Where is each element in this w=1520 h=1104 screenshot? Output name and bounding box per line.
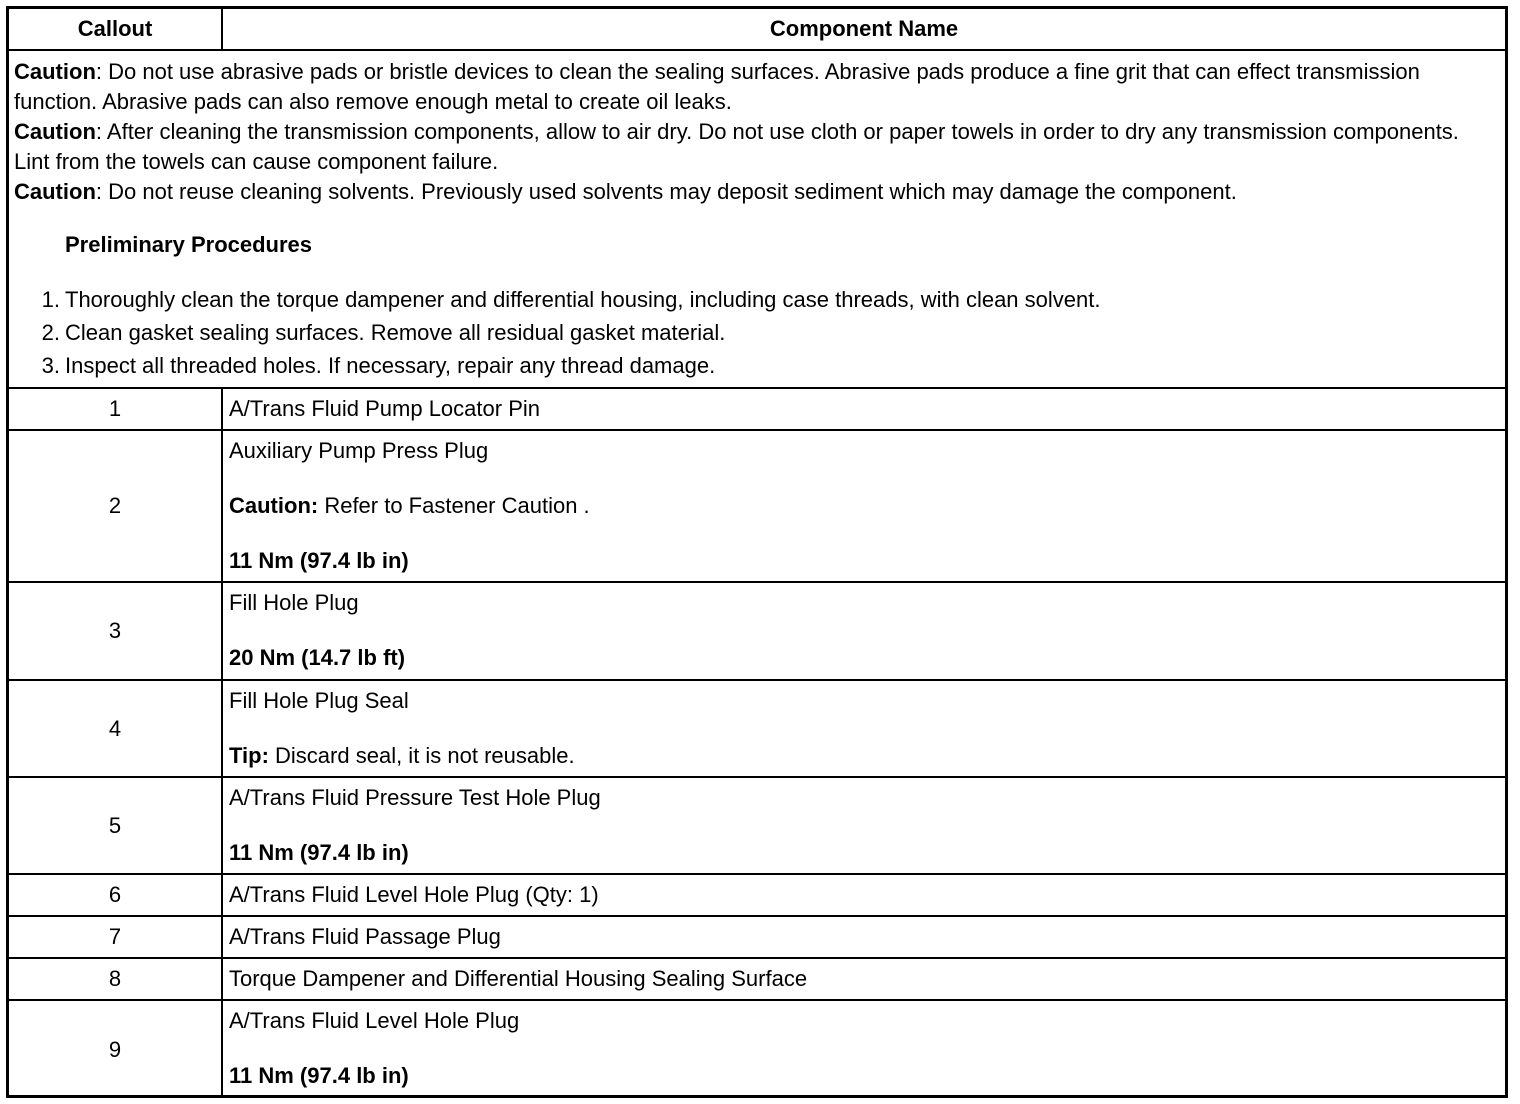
callout-column-header: Callout — [9, 9, 223, 49]
component-name-cell — [223, 681, 1505, 776]
table-header-row — [9, 9, 1505, 51]
component-name: A/Trans Fluid Pressure Test Hole Plug — [229, 785, 601, 810]
component-name: Auxiliary Pump Press Plug — [229, 438, 489, 463]
callout-cell: 1 — [9, 389, 223, 429]
caution-note-text: Refer to Fastener Caution . — [318, 493, 590, 518]
step-text: Inspect all threaded holes. If necessary, repair any thread damage. — [65, 353, 716, 378]
procedure-steps — [14, 285, 1499, 384]
tip-note-text: Discard seal, it is not reusable. — [268, 743, 575, 768]
component-name-cell — [223, 583, 1505, 679]
preliminary-procedures-title: Preliminary Procedures — [65, 232, 313, 257]
caution-label: Caution — [14, 59, 96, 84]
callout-cell: 9 — [9, 1001, 223, 1098]
step-text: Clean gasket sealing surfaces. Remove all residual gasket material. — [65, 320, 726, 345]
caution-text: : Do not use abrasive pads or bristle devices to clean the sealing surfaces. Abrasive pads produce a fine grit that can effect transmission function. Abrasive pads can also remove enough metal to create oil leaks. — [14, 59, 1420, 114]
table-row — [9, 583, 1505, 681]
caution-label: Caution — [14, 119, 96, 144]
callout-cell: 6 — [9, 875, 223, 915]
caution-note — [229, 491, 1505, 521]
tip-note-label: Tip: — [229, 743, 269, 768]
cautions-and-procedures — [9, 51, 1505, 389]
table-row — [9, 681, 1505, 778]
component-name-cell: A/Trans Fluid Level Hole Plug (Qty: 1) — [229, 882, 599, 907]
component-name: A/Trans Fluid Level Hole Plug — [229, 1008, 520, 1033]
procedure-step — [14, 351, 1499, 384]
step-number: 1. — [41, 287, 60, 312]
table-row — [9, 431, 1505, 583]
procedure-step — [14, 318, 1499, 351]
caution-paragraph — [14, 57, 1499, 117]
torque-spec: 11 Nm (97.4 lb in) — [229, 548, 409, 573]
torque-spec: 20 Nm (14.7 lb ft) — [229, 645, 406, 670]
table-row — [9, 917, 1505, 959]
callout-cell: 8 — [9, 959, 223, 999]
step-number: 2. — [41, 320, 60, 345]
component-name: Fill Hole Plug Seal — [229, 688, 409, 713]
callout-cell: 2 — [9, 431, 223, 581]
table-row — [9, 959, 1505, 1001]
component-name: Fill Hole Plug — [229, 590, 359, 615]
caution-text: : Do not reuse cleaning solvents. Previously used solvents may deposit sediment which may damage the component. — [95, 179, 1237, 204]
callout-cell: 7 — [9, 917, 223, 957]
component-name-cell: Torque Dampener and Differential Housing Sealing Surface — [229, 966, 808, 991]
caution-note-label: Caution: — [229, 493, 319, 518]
callout-cell: 3 — [9, 583, 223, 679]
component-name-cell — [223, 431, 1505, 581]
callout-cell: 5 — [9, 778, 223, 873]
component-name-cell — [223, 778, 1505, 873]
component-name-cell — [223, 1001, 1505, 1098]
caution-label: Caution — [14, 179, 96, 204]
step-number: 3. — [41, 353, 60, 378]
component-table — [6, 6, 1508, 1098]
torque-spec: 11 Nm (97.4 lb in) — [229, 1063, 409, 1088]
torque-spec: 11 Nm (97.4 lb in) — [229, 840, 409, 865]
caution-paragraph — [14, 177, 1499, 207]
callout-cell: 4 — [9, 681, 223, 776]
component-name-cell: A/Trans Fluid Pump Locator Pin — [229, 396, 540, 421]
component-name-column-header: Component Name — [769, 16, 959, 41]
tip-note — [229, 741, 1505, 771]
step-text: Thoroughly clean the torque dampener and differential housing, including case threads, with clean solvent. — [65, 287, 1101, 312]
procedure-step — [14, 285, 1499, 318]
table-row — [9, 389, 1505, 431]
table-row — [9, 778, 1505, 875]
caution-text: : After cleaning the transmission components, allow to air dry. Do not use cloth or paper towels in order to dry any transmission components. Lint from the towels can cause component failure. — [14, 119, 1459, 174]
table-row — [9, 1001, 1505, 1098]
caution-paragraph — [14, 117, 1499, 177]
component-name-cell: A/Trans Fluid Passage Plug — [229, 924, 501, 949]
table-row — [9, 875, 1505, 917]
